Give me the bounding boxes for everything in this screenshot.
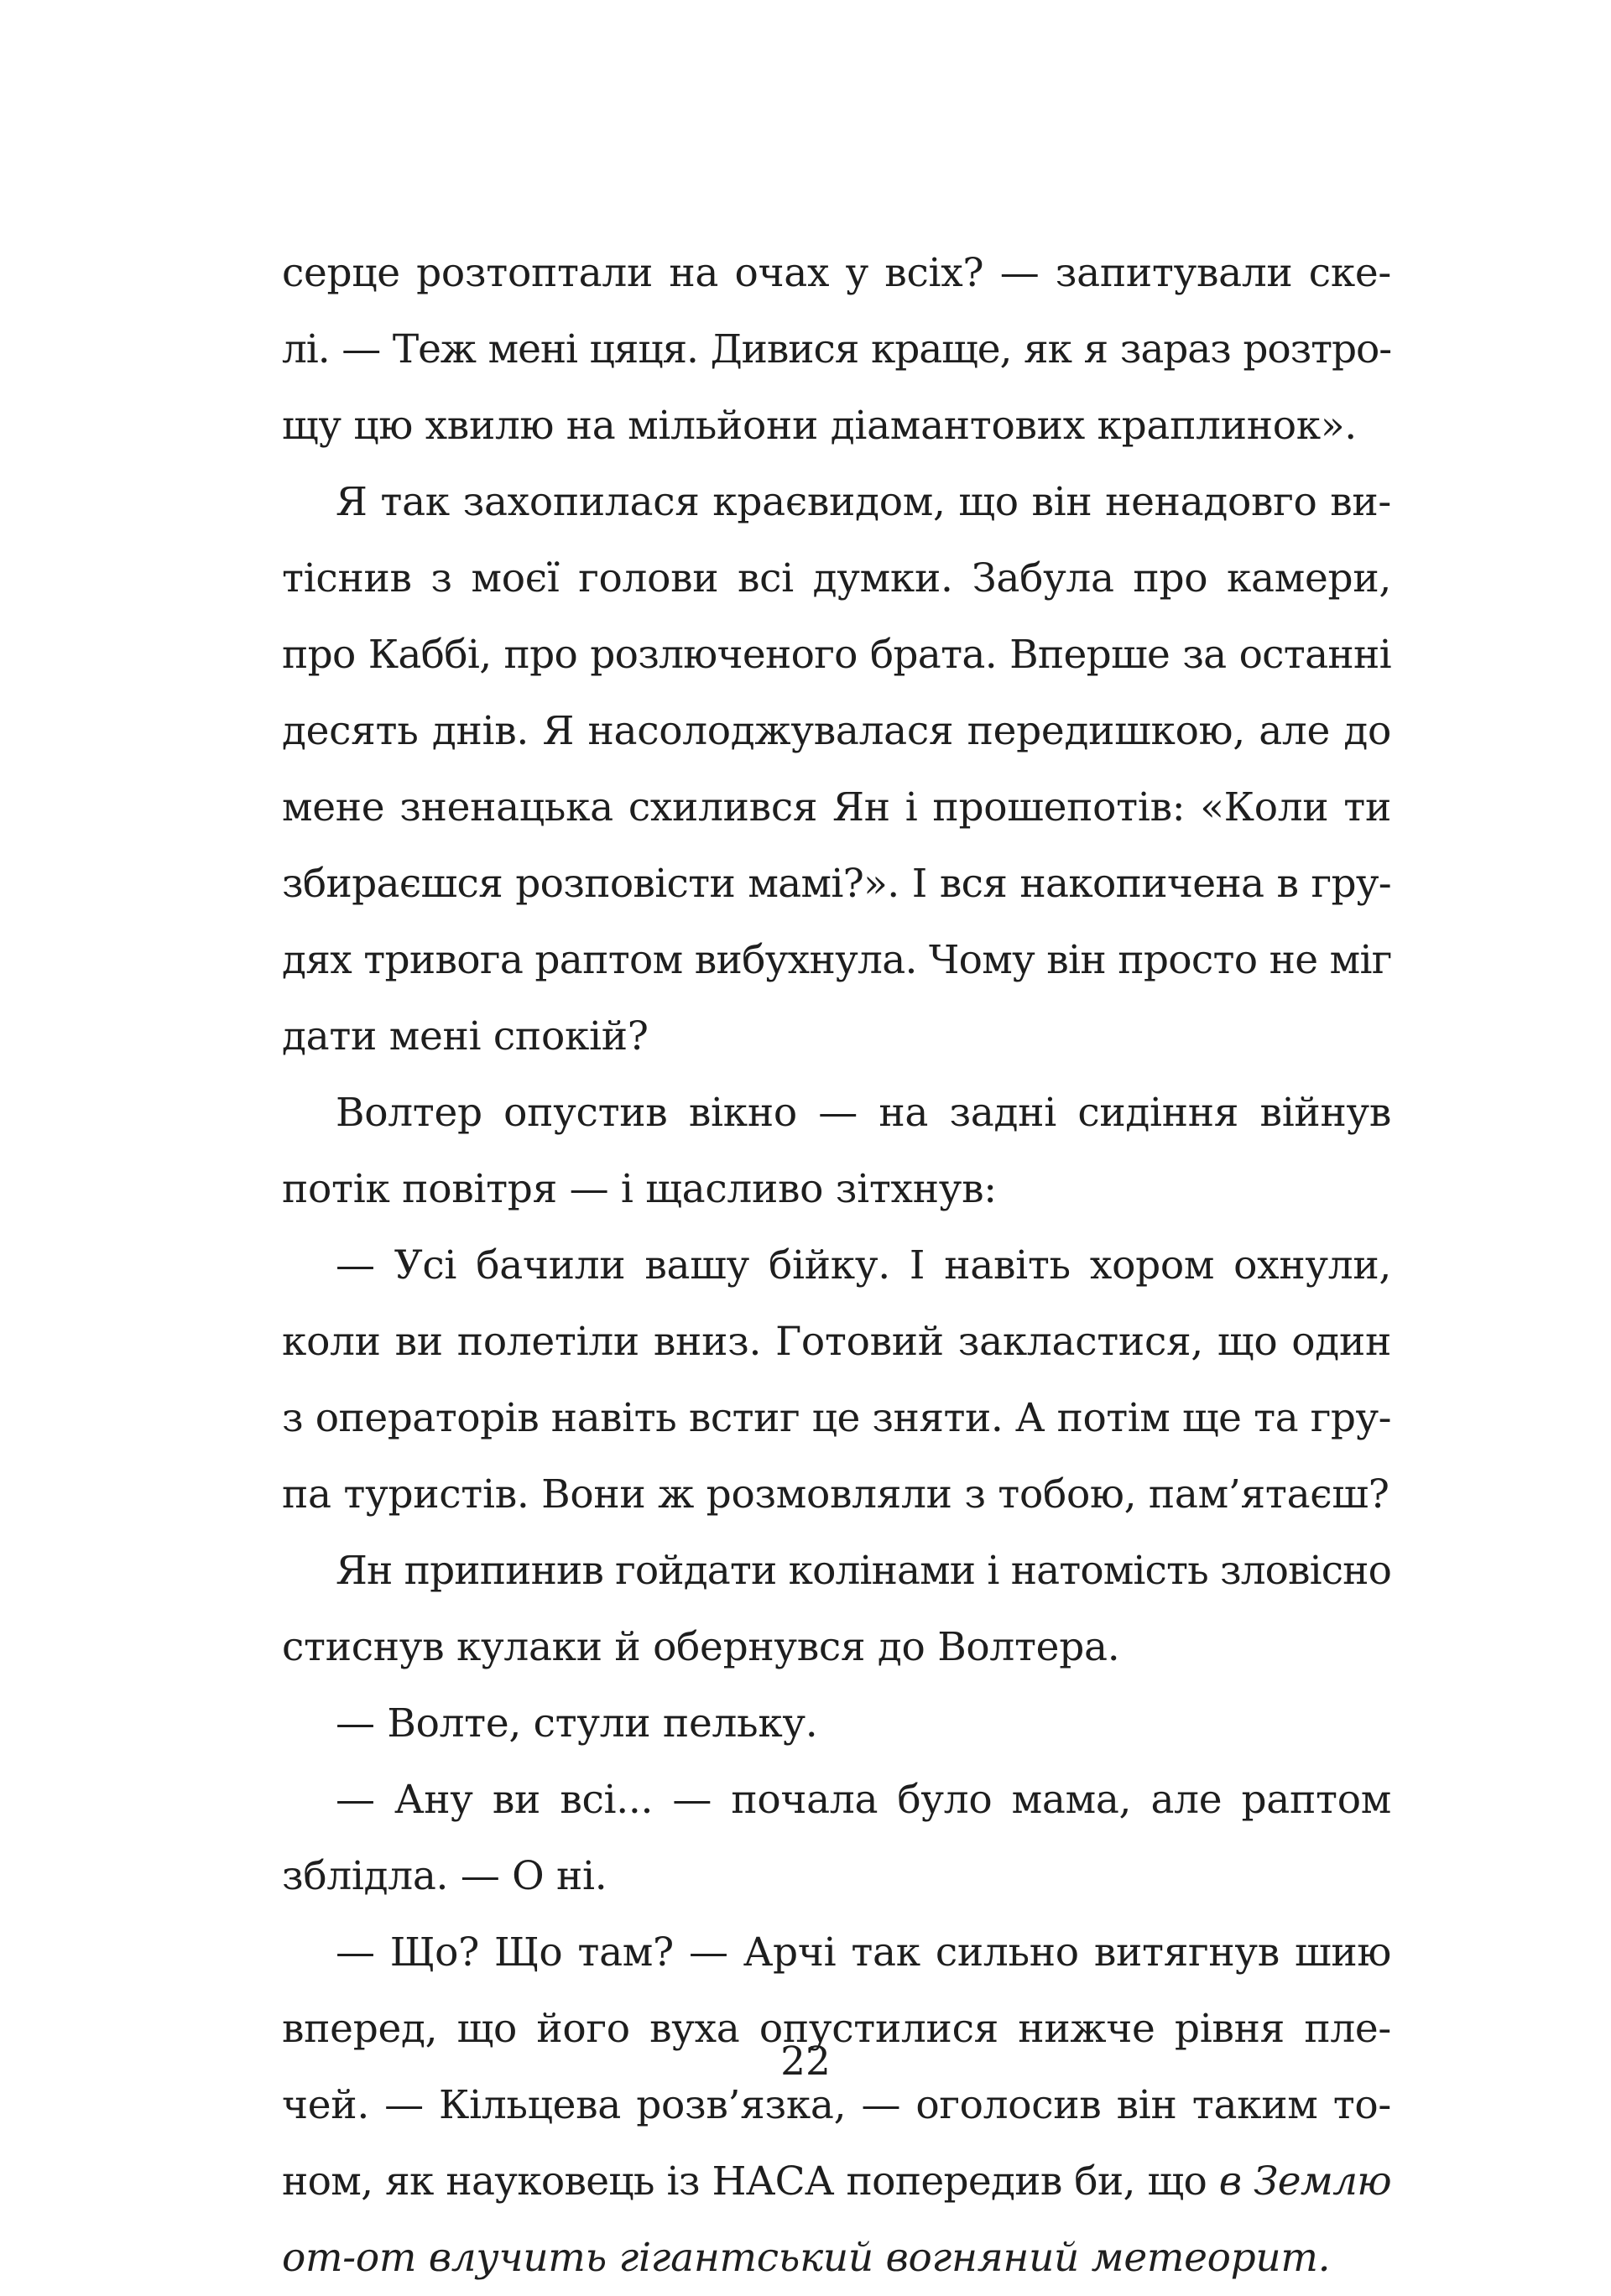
text-line: — Ану ви всі... — почала було мама, але раптом [336, 1777, 1391, 1823]
text-line: про Каббі, про розлюченого брата. Вперше за останні [282, 632, 1391, 678]
text-line: серце розтоптали на очах у всіх? — запитували ске- [282, 250, 1391, 296]
text-line: мене зненацька схилився Ян і прошепотів: «Коли ти [282, 784, 1391, 830]
text-line: потік повітря — і щасливо зітхнув: [282, 1166, 997, 1212]
text-line: тіснив з моєї голови всі думки. Забула про камери, [282, 555, 1391, 601]
text-line: дях тривога раптом вибухнула. Чому він просто не міг [282, 937, 1392, 983]
text-line: збираєшся розповісти мамі?». І вся накопичена в гру- [282, 861, 1391, 907]
text-line: дати мені спокій? [282, 1013, 649, 1059]
text-line: — Волте, стули пельку. [336, 1700, 818, 1747]
text-line: от-от влучить гігантський вогняний метеорит. [282, 2235, 1331, 2281]
text-line: з операторів навіть встиг це зняти. А потім ще та гру- [282, 1395, 1391, 1441]
text-line: десять днів. Я насолоджувалася передишкою, але до [282, 708, 1391, 754]
text-line: па туристів. Вони ж розмовляли з тобою, пам’ятаєш? [282, 1471, 1389, 1518]
text-line: зблідла. — О ні. [282, 1853, 607, 1899]
text-line [282, 2143, 1391, 2220]
text-line: коли ви полетіли вниз. Готовий закластися, що один [282, 1319, 1391, 1365]
text-line: чей. — Кільцева розв’язка, — оголосив він таким то- [282, 2082, 1391, 2128]
text-line-segment: ном, як науковець із НАСА попередив би, що [282, 2158, 1207, 2205]
text-line: Ян припинив гойдати колінами і натомість зловісно [336, 1548, 1391, 1594]
text-line: лі. — Теж мені цяця. Дивися краще, як я зараз розтро- [282, 326, 1391, 372]
page-number: 22 [780, 2038, 831, 2085]
text-line: стиснув кулаки й обернувся до Волтера. [282, 1624, 1120, 1670]
text-line: щу цю хвилю на мільйони діамантових краплинок». [282, 403, 1357, 449]
text-line: — Усі бачили вашу бійку. І навіть хором охнули, [336, 1242, 1391, 1289]
body-text [282, 235, 1391, 2296]
text-line: Волтер опустив вікно — на задні сидіння війнув [336, 1090, 1391, 1136]
text-line: — Що? Що там? — Арчі так сильно витягнув шию [336, 1929, 1391, 1976]
text-line: Я так захопилася краєвидом, що він ненадовго ви- [336, 479, 1391, 525]
text-line: вперед, що його вуха опустилися нижче рівня пле- [282, 2006, 1391, 2052]
italic-text: в Землю [1218, 2158, 1391, 2205]
